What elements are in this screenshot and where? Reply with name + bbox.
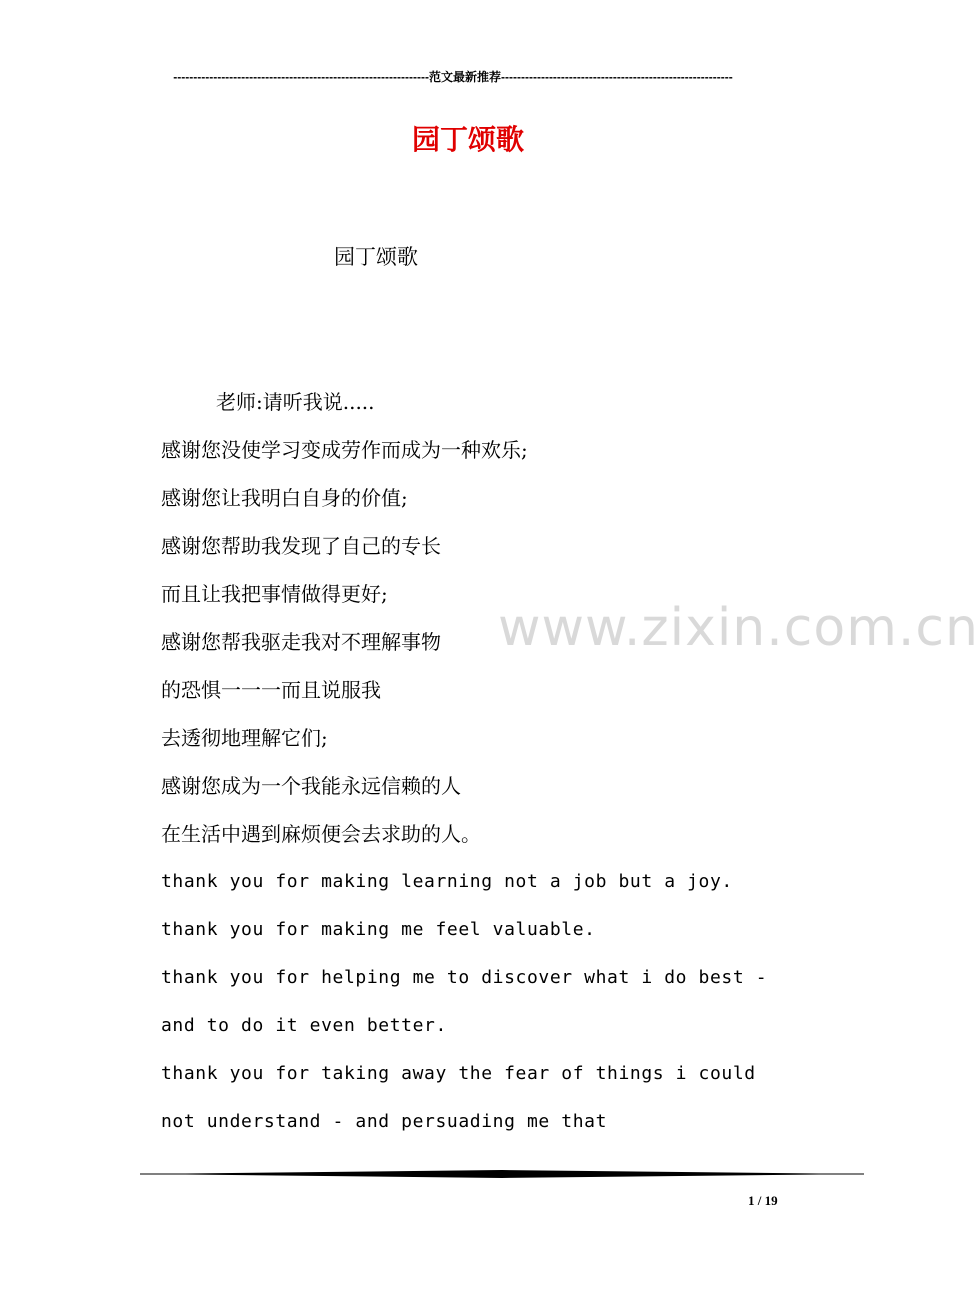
poem-line: 而且让我把事情做得更好; bbox=[161, 582, 388, 606]
poem-line-english: thank you for helping me to discover what i do best - bbox=[161, 967, 768, 988]
poem-line: 感谢您帮我驱走我对不理解事物 bbox=[161, 630, 441, 654]
watermark: www.zixin.com.cn bbox=[498, 598, 979, 658]
poem-line-english: thank you for making me feel valuable. bbox=[161, 919, 596, 940]
footer-divider bbox=[140, 1168, 864, 1180]
poem-line-english: not understand - and persuading me that bbox=[161, 1111, 608, 1132]
document-title: 园丁颂歌 bbox=[411, 123, 524, 156]
poem-line: 在生活中遇到麻烦便会去求助的人。 bbox=[161, 822, 481, 846]
poem-line: 感谢您帮助我发现了自己的专长 bbox=[161, 534, 441, 558]
poem-line: 去透彻地理解它们; bbox=[161, 726, 328, 750]
poem-line-english: thank you for taking away the fear of things i could bbox=[161, 1063, 756, 1084]
poem-line: 老师:请听我说..... bbox=[216, 390, 375, 414]
poem-line-english: thank you for making learning not a job but a joy. bbox=[161, 871, 733, 892]
page-number: 1 / 19 bbox=[748, 1193, 778, 1208]
poem-line: 的恐惧一一一而且说服我 bbox=[161, 678, 381, 702]
poem-line: 感谢您没使学习变成劳作而成为一种欢乐; bbox=[161, 438, 528, 462]
poem-line-english: and to do it even better. bbox=[161, 1015, 447, 1036]
poem-line: 感谢您让我明白自身的价值; bbox=[161, 486, 408, 510]
poem-line: 感谢您成为一个我能永远信赖的人 bbox=[161, 774, 461, 798]
poem-body bbox=[161, 388, 781, 1156]
page-header: ----------------------------------------------------------------范文最新推荐---------------------------------------------------------- bbox=[173, 70, 733, 84]
poem-title: 园丁颂歌 bbox=[334, 245, 418, 269]
